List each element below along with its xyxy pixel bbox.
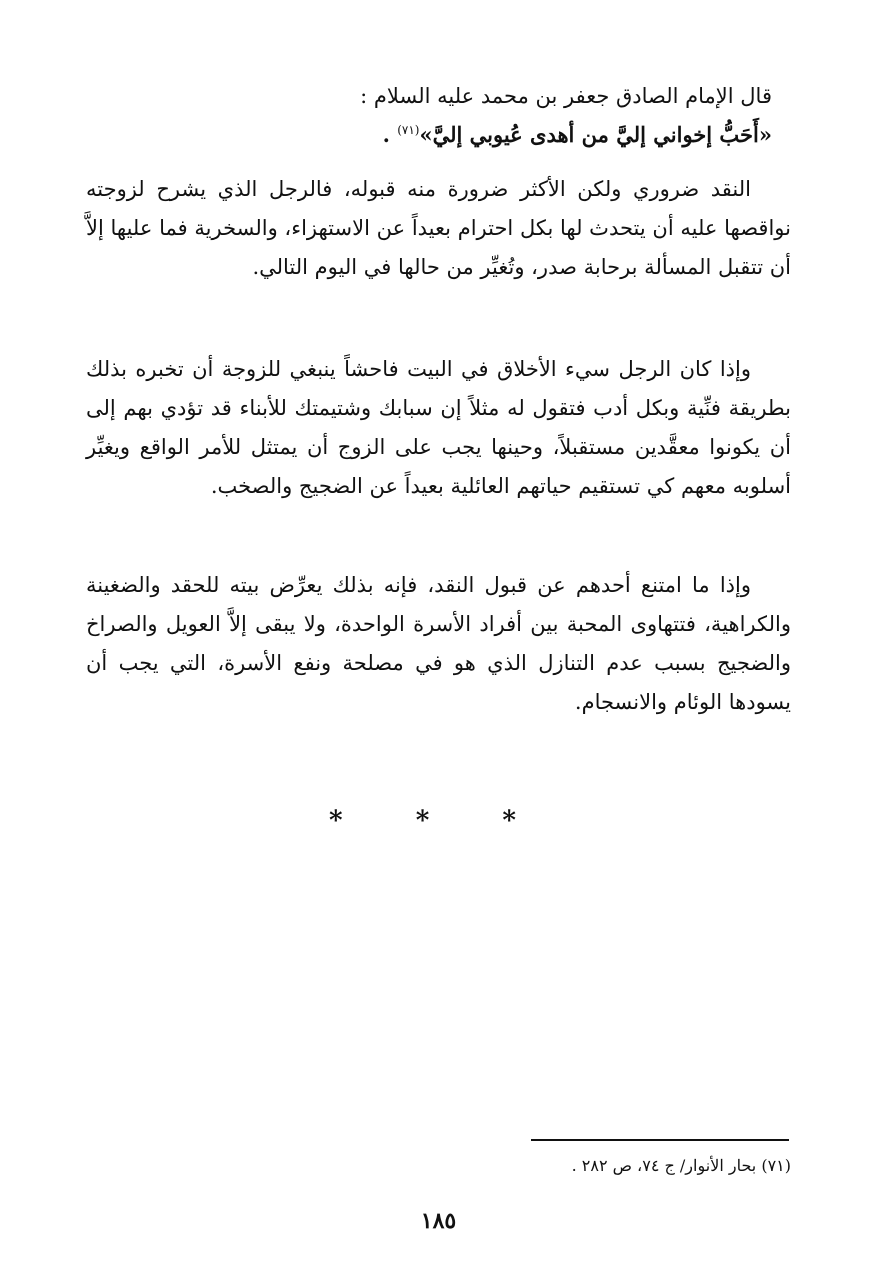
quote-intro: قال الإمام الصادق جعفر بن محمد عليه السلام : — [360, 84, 772, 108]
footnote-divider — [531, 1139, 789, 1141]
footnote: (٧١) بحار الأنوار/ ج ٧٤، ص ٢٨٢ . — [571, 1156, 791, 1175]
quote-end: . — [382, 122, 398, 147]
paragraph-text: النقد ضروري ولكن الأكثر ضرورة منه قبوله، فالرجل الذي يشرح لزوجته نواقصها عليه أن يتحدث لها بكل احترام بعيداً عن الاستهزاء، والسخرية فما عليها إلاَّ أن تتقبل المسألة برحابة صدر، وتُغيِّر من حالها في اليوم التالي. — [86, 177, 791, 279]
quote-text — [383, 122, 772, 147]
footnote-reference: (٧١) — [397, 123, 420, 137]
paragraph-2 — [86, 350, 791, 506]
section-separator: * * * — [329, 806, 548, 836]
paragraph-1 — [86, 170, 791, 287]
quote-body: «أَحَبُّ إخواني إليَّ من أهدى عُيوبي إليَّ» — [419, 122, 772, 147]
paragraph-text: وإذا كان الرجل سيء الأخلاق في البيت فاحشاً ينبغي للزوجة أن تخبره بذلك بطريقة فنِّية وبكل أدب فتقول له مثلاً إن سبابك وشتيمتك للأبناء قد تؤدي بهم إلى أن يكونوا معقَّدين مستقبلاً، وحينها يجب على الزوج أن يمتثل للأمر الواقع ويغيِّر أسلوبه معهم كي تستقيم حياتهم العائلية بعيداً عن الضجيج والصخب. — [86, 357, 791, 498]
paragraph-3 — [86, 566, 791, 722]
page-number: ١٨٥ — [420, 1208, 457, 1234]
paragraph-text: وإذا ما امتنع أحدهم عن قبول النقد، فإنه بذلك يعرِّض بيته للحقد والضغينة والكراهية، فتتهاوى المحبة بين أفراد الأسرة الواحدة، ولا يبقى إلاَّ العويل والصراخ والضجيج بسبب عدم التنازل الذي هو في مصلحة ونفع الأسرة، التي يجب أن يسودها الوئام والانسجام. — [86, 573, 791, 714]
